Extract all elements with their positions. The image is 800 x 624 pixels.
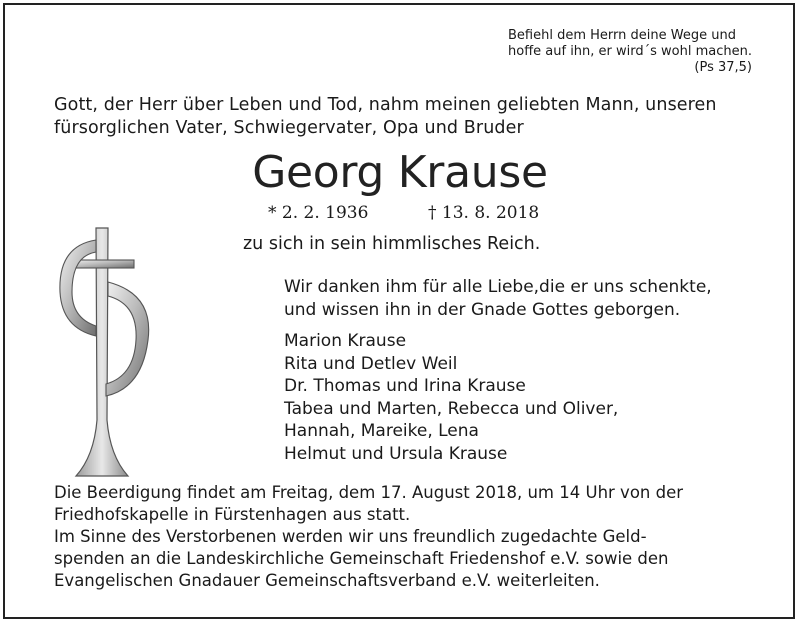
verse-line-1: Befiehl dem Herrn deine Wege und [508, 28, 736, 43]
mourner-item: Tabea und Marten, Rebecca und Oliver, [284, 398, 619, 419]
verse-reference: (Ps 37,5) [694, 60, 752, 75]
thanks-line-2: und wissen ihn in der Gnade Gottes geborgen. [284, 300, 681, 320]
mourner-item: Helmut und Ursula Krause [284, 443, 508, 464]
mourners-list [284, 330, 618, 465]
donation-line-3: Evangelischen Gnadauer Gemeinschaftsverband e.V. weiterleiten. [54, 571, 600, 590]
intro-line-2: fürsorglichen Vater, Schwiegervater, Opa und Bruder [54, 118, 524, 138]
donation-line-2: spenden an die Landeskirchliche Gemeinschaft Friedenshof e.V. sowie den [54, 549, 669, 568]
donation-line-1: Im Sinne des Verstorbenen werden wir uns freundlich zugedachte Geld- [54, 527, 647, 546]
mourner-item: Rita und Detlev Weil [284, 353, 458, 374]
bible-verse [508, 28, 752, 76]
birth-date: * 2. 2. 1936 [268, 203, 369, 223]
mourner-item: Dr. Thomas und Irina Krause [284, 376, 526, 396]
thanks-text [284, 276, 712, 322]
cross-icon [50, 220, 160, 482]
thanks-line-1: Wir danken ihm für alle Liebe,die er uns schenkte, [284, 277, 712, 297]
funeral-line-2: Friedhofskapelle in Fürstenhagen aus statt. [54, 505, 411, 524]
intro-text [54, 94, 717, 140]
funeral-line-1: Die Beerdigung findet am Freitag, dem 17. August 2018, um 14 Uhr von der [54, 483, 684, 502]
mourner-item: Hannah, Mareike, Lena [284, 421, 479, 441]
intro-line-1: Gott, der Herr über Leben und Tod, nahm meinen geliebten Mann, unseren [54, 95, 717, 115]
funeral-notice [54, 482, 754, 592]
deceased-name: Georg Krause [252, 147, 548, 198]
death-date: † 13. 8. 2018 [428, 203, 540, 223]
verse-line-2: hoffe auf ihn, er wird´s wohl machen. [508, 44, 752, 59]
heavenly-kingdom-line: zu sich in sein himmlisches Reich. [243, 234, 541, 254]
mourner-item: Marion Krause [284, 331, 407, 351]
